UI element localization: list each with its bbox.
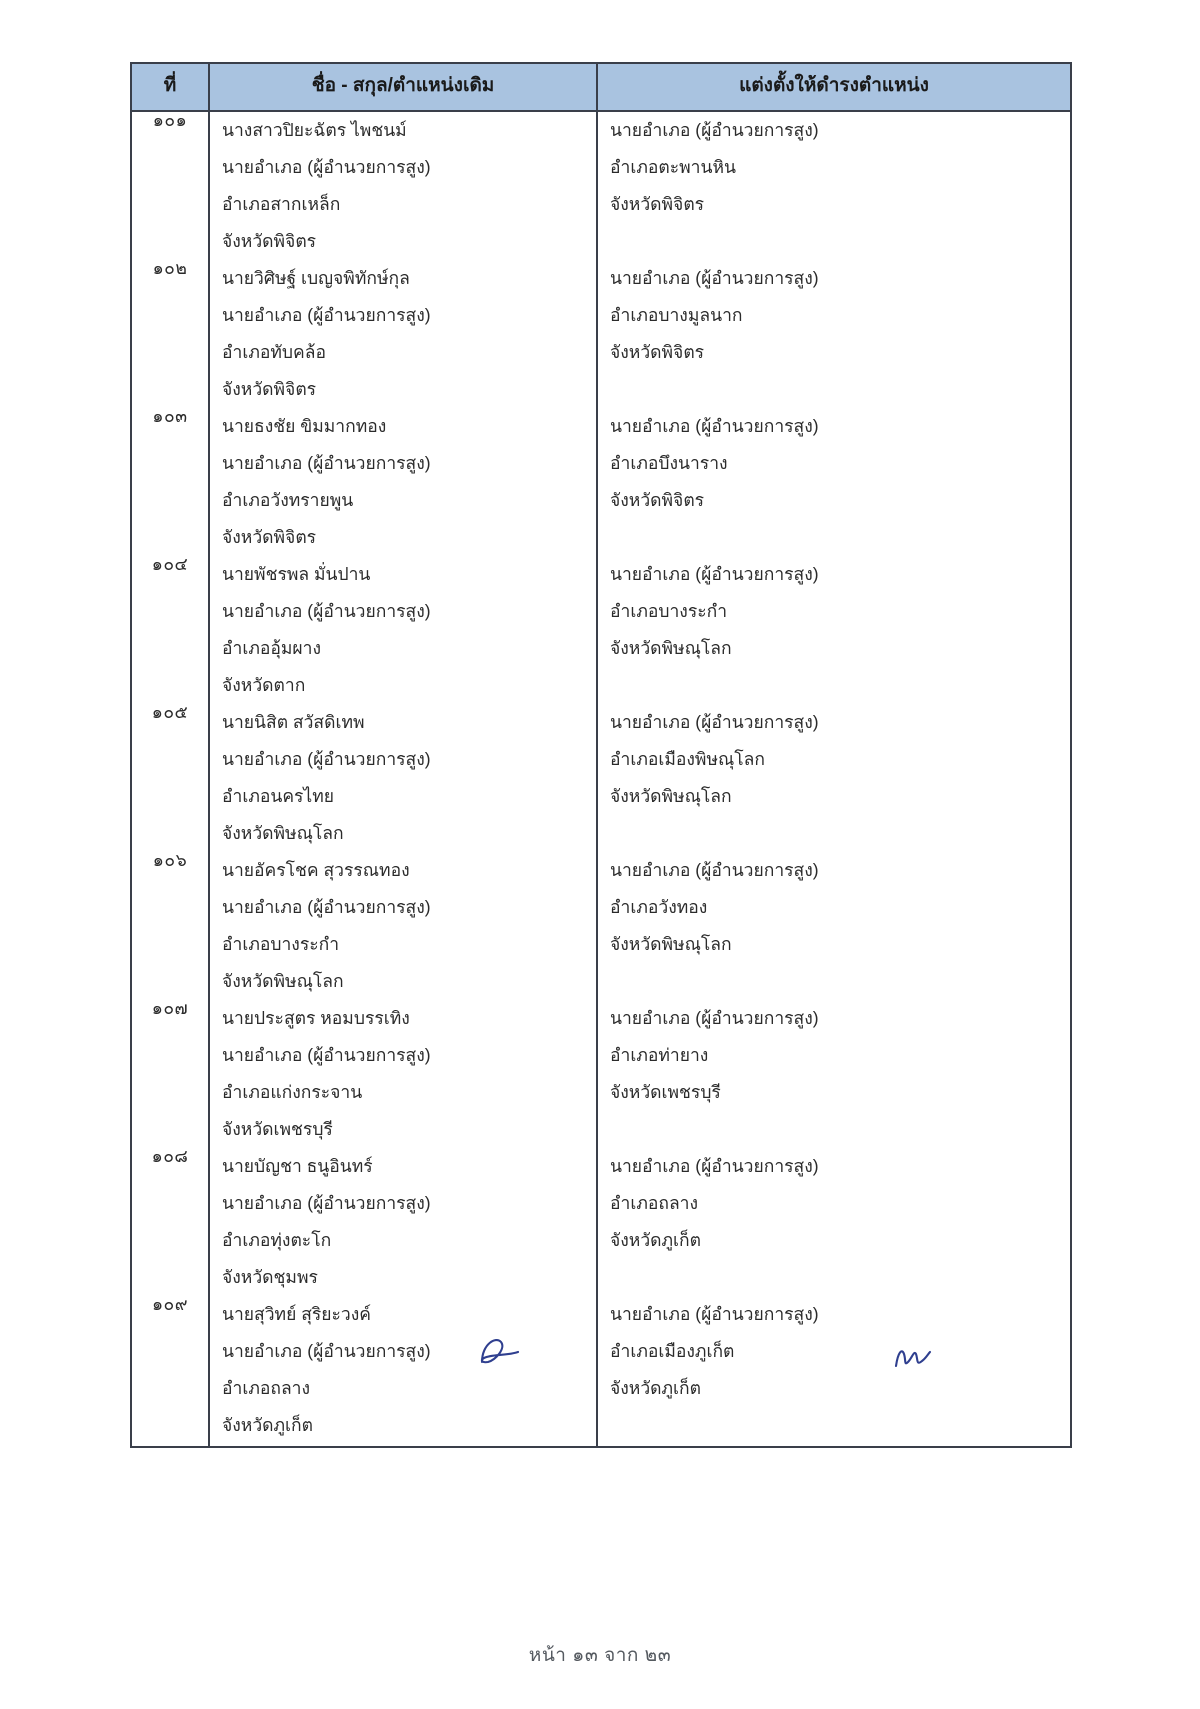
position-appointed-lines xyxy=(610,408,1064,556)
position-appointed xyxy=(597,408,1071,556)
position-previous xyxy=(209,408,597,556)
position-previous-line: จังหวัดตาก xyxy=(222,674,306,695)
spacer-line xyxy=(610,223,1064,260)
position-appointed-line: อำเภอถลาง xyxy=(610,1192,699,1213)
position-previous-line: นายอัครโชค สุวรรณทอง xyxy=(222,859,410,880)
spacer-line xyxy=(610,1111,1064,1148)
page-footer: หน้า ๑๓ จาก ๒๓ xyxy=(528,1645,672,1666)
position-appointed-lines xyxy=(610,1148,1064,1296)
position-previous-line: จังหวัดพิจิตร xyxy=(222,378,317,399)
table-bottom-border-cell xyxy=(597,1444,1071,1447)
position-appointed-line: นายอำเภอ (ผู้อำนวยการสูง) xyxy=(610,119,819,140)
position-previous xyxy=(209,1000,597,1148)
row-number: ๑๐๘ xyxy=(131,1148,209,1296)
position-previous-line: อำเภอทับคล้อ xyxy=(222,341,326,362)
row-number: ๑๐๖ xyxy=(131,852,209,1000)
spacer-line xyxy=(610,667,1064,704)
position-appointed-lines xyxy=(610,260,1064,408)
position-appointed-line: จังหวัดภูเก็ต xyxy=(610,1229,702,1250)
position-previous-line: จังหวัดพิจิตร xyxy=(222,526,317,547)
position-previous-lines xyxy=(222,1148,590,1296)
position-appointed-lines xyxy=(610,1296,1064,1444)
table-header xyxy=(131,63,1071,111)
position-previous-line: อำเภอถลาง xyxy=(222,1377,311,1398)
position-previous-line: นางสาวปิยะฉัตร ไพชนม์ xyxy=(222,119,407,140)
position-previous-line: นายสุวิทย์ สุริยะวงค์ xyxy=(222,1303,372,1324)
position-previous-line: จังหวัดพิจิตร xyxy=(222,230,317,251)
position-previous xyxy=(209,1148,597,1296)
position-previous-line: นายพัชรพล มั่นปาน xyxy=(222,563,371,584)
row-number: ๑๐๓ xyxy=(131,408,209,556)
position-appointed-line: อำเภอบางระกำ xyxy=(610,600,728,621)
table-row xyxy=(131,1000,1071,1148)
position-previous-lines xyxy=(222,408,590,556)
position-previous xyxy=(209,111,597,260)
position-previous-line: นายอำเภอ (ผู้อำนวยการสูง) xyxy=(222,1192,431,1213)
position-appointed-line: นายอำเภอ (ผู้อำนวยการสูง) xyxy=(610,267,819,288)
position-previous-line: จังหวัดพิษณุโลก xyxy=(222,970,344,991)
position-previous-line: จังหวัดภูเก็ต xyxy=(222,1414,314,1435)
position-previous-line: นายอำเภอ (ผู้อำนวยการสูง) xyxy=(222,748,431,769)
position-appointed-line: นายอำเภอ (ผู้อำนวยการสูง) xyxy=(610,415,819,436)
position-previous xyxy=(209,852,597,1000)
position-previous-line: นายอำเภอ (ผู้อำนวยการสูง) xyxy=(222,452,431,473)
position-appointed xyxy=(597,260,1071,408)
table-row xyxy=(131,111,1071,260)
appointments-table xyxy=(130,62,1072,1448)
position-previous-line: อำเภอวังทรายพูน xyxy=(222,489,354,510)
position-appointed-line: อำเภอวังทอง xyxy=(610,896,708,917)
position-appointed-line: อำเภอบึงนาราง xyxy=(610,452,728,473)
column-header-to: แต่งตั้งให้ดำรงตำแหน่ง xyxy=(597,63,1071,111)
position-previous-lines xyxy=(222,852,590,1000)
position-previous-lines xyxy=(222,260,590,408)
position-previous-line: นายอำเภอ (ผู้อำนวยการสูง) xyxy=(222,304,431,325)
position-previous-line: อำเภออุ้มผาง xyxy=(222,637,322,658)
position-appointed-line: จังหวัดพิษณุโลก xyxy=(610,933,732,954)
position-appointed xyxy=(597,556,1071,704)
position-appointed-line: อำเภอตะพานหิน xyxy=(610,156,736,177)
position-appointed-lines xyxy=(610,1000,1064,1148)
position-previous-line: อำเภอสากเหล็ก xyxy=(222,193,341,214)
position-appointed-lines xyxy=(610,852,1064,1000)
position-previous-lines xyxy=(222,556,590,704)
position-previous xyxy=(209,556,597,704)
position-previous-line: อำเภอนครไทย xyxy=(222,785,335,806)
position-previous-line: อำเภอบางระกำ xyxy=(222,933,340,954)
table-row xyxy=(131,852,1071,1000)
table-row xyxy=(131,408,1071,556)
position-appointed-line: นายอำเภอ (ผู้อำนวยการสูง) xyxy=(610,1303,819,1324)
position-appointed xyxy=(597,852,1071,1000)
position-previous xyxy=(209,704,597,852)
position-previous-line: จังหวัดพิษณุโลก xyxy=(222,822,344,843)
position-previous-line: นายอำเภอ (ผู้อำนวยการสูง) xyxy=(222,1044,431,1065)
position-appointed-line: นายอำเภอ (ผู้อำนวยการสูง) xyxy=(610,859,819,880)
position-appointed-line: จังหวัดภูเก็ต xyxy=(610,1377,702,1398)
position-appointed-line: จังหวัดพิจิตร xyxy=(610,489,705,510)
position-appointed xyxy=(597,1000,1071,1148)
position-previous-line: นายอำเภอ (ผู้อำนวยการสูง) xyxy=(222,1340,431,1361)
position-previous-line: นายอำเภอ (ผู้อำนวยการสูง) xyxy=(222,156,431,177)
position-appointed-line: อำเภอท่ายาง xyxy=(610,1044,709,1065)
position-previous-line: นายธงชัย ขิมมากทอง xyxy=(222,415,387,436)
table-row xyxy=(131,556,1071,704)
position-appointed-line: นายอำเภอ (ผู้อำนวยการสูง) xyxy=(610,563,819,584)
position-appointed xyxy=(597,704,1071,852)
column-header-no: ที่ xyxy=(131,63,209,111)
position-previous-line: จังหวัดเพชรบุรี xyxy=(222,1118,333,1139)
row-number: ๑๐๕ xyxy=(131,704,209,852)
position-appointed xyxy=(597,1296,1071,1444)
position-appointed-lines xyxy=(610,556,1064,704)
position-previous xyxy=(209,260,597,408)
row-number: ๑๐๑ xyxy=(131,111,209,260)
position-previous-line: นายประสูตร หอมบรรเทิง xyxy=(222,1007,410,1028)
row-number: ๑๐๗ xyxy=(131,1000,209,1148)
spacer-line xyxy=(610,519,1064,556)
position-previous-line: นายบัญชา ธนูอินทร์ xyxy=(222,1155,373,1176)
header-row xyxy=(131,63,1071,111)
position-previous-line: นายอำเภอ (ผู้อำนวยการสูง) xyxy=(222,896,431,917)
position-appointed-lines xyxy=(610,704,1064,852)
position-previous-line: อำเภอแก่งกระจาน xyxy=(222,1081,363,1102)
position-appointed-line: อำเภอเมืองพิษณุโลก xyxy=(610,748,765,769)
position-appointed-line: จังหวัดเพชรบุรี xyxy=(610,1081,721,1102)
row-number: ๑๐๔ xyxy=(131,556,209,704)
row-number: ๑๐๙ xyxy=(131,1296,209,1444)
position-appointed-line: นายอำเภอ (ผู้อำนวยการสูง) xyxy=(610,1155,819,1176)
position-appointed xyxy=(597,111,1071,260)
position-previous-line: อำเภอทุ่งตะโก xyxy=(222,1229,332,1250)
position-appointed-line: จังหวัดพิจิตร xyxy=(610,193,705,214)
table-body xyxy=(131,111,1071,1447)
spacer-line xyxy=(610,815,1064,852)
position-appointed-lines xyxy=(610,112,1064,260)
position-previous-line: นายอำเภอ (ผู้อำนวยการสูง) xyxy=(222,600,431,621)
position-appointed-line: นายอำเภอ (ผู้อำนวยการสูง) xyxy=(610,711,819,732)
table-row xyxy=(131,704,1071,852)
table-row xyxy=(131,1296,1071,1444)
position-previous-lines xyxy=(222,704,590,852)
position-previous-lines xyxy=(222,112,590,260)
position-appointed-line: อำเภอบางมูลนาก xyxy=(610,304,743,325)
position-appointed-line: จังหวัดพิจิตร xyxy=(610,341,705,362)
spacer-line xyxy=(610,371,1064,408)
position-previous-lines xyxy=(222,1000,590,1148)
column-header-from: ชื่อ - สกุล/ตำแหน่งเดิม xyxy=(209,63,597,111)
row-number: ๑๐๒ xyxy=(131,260,209,408)
position-previous-line: จังหวัดชุมพร xyxy=(222,1266,318,1287)
table-bottom-border-cell xyxy=(209,1444,597,1447)
spacer-line xyxy=(610,963,1064,1000)
position-previous-lines xyxy=(222,1296,590,1444)
position-appointed-line: จังหวัดพิษณุโลก xyxy=(610,637,732,658)
table-row xyxy=(131,1148,1071,1296)
position-appointed-line: จังหวัดพิษณุโลก xyxy=(610,785,732,806)
position-appointed-line: นายอำเภอ (ผู้อำนวยการสูง) xyxy=(610,1007,819,1028)
position-appointed xyxy=(597,1148,1071,1296)
table-row xyxy=(131,260,1071,408)
spacer-line xyxy=(610,1259,1064,1296)
spacer-line xyxy=(610,1407,1064,1444)
table-bottom-border xyxy=(131,1444,1071,1447)
position-previous-line: นายนิสิต สวัสดิเทพ xyxy=(222,711,365,732)
position-previous xyxy=(209,1296,597,1444)
table-bottom-border-cell xyxy=(131,1444,209,1447)
position-previous-line: นายวิศิษฐ์ เบญจพิทักษ์กุล xyxy=(222,267,410,288)
position-appointed-line: อำเภอเมืองภูเก็ต xyxy=(610,1340,735,1361)
